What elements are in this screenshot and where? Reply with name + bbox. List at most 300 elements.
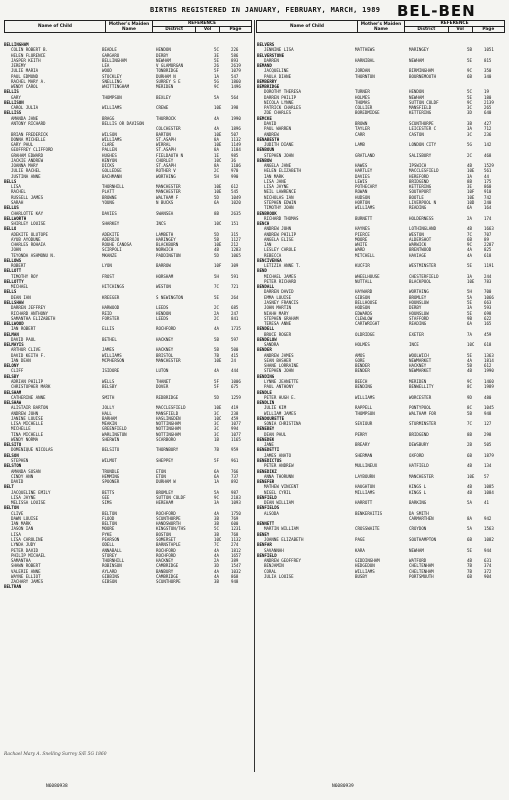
child-name: PETER ANDREW (264, 463, 294, 469)
district: THANET (156, 379, 171, 384)
mother-maiden-name: HOLMES (355, 94, 370, 100)
district: SOUTHPORT (409, 189, 432, 195)
mother-maiden-name: BETHEL (102, 336, 117, 342)
district: HOLDERNESS (409, 215, 434, 221)
page-number: 841 (231, 315, 239, 321)
district: SALISBURY (409, 152, 432, 158)
volume: 10E (214, 189, 222, 195)
volume: 10E (214, 184, 222, 190)
mother-maiden-name: THOMPSON (355, 410, 375, 416)
child-name: ANDREW GEOFFREY (264, 558, 301, 564)
district: WIRRAL (156, 142, 171, 148)
mother-maiden-name: ROUHE CANOSA (102, 242, 132, 248)
surname-label: BENDING (257, 373, 275, 379)
volume: 2C (214, 315, 219, 321)
volume: 1A (214, 479, 219, 485)
child-name: LYNNE JEANETTE (264, 379, 299, 384)
mother-maiden-name: HARWOOD (102, 305, 120, 311)
page-number: 768 (231, 531, 239, 537)
volume: 8B (467, 431, 472, 437)
child-name: LISA (11, 531, 21, 537)
district: DERBY (156, 52, 169, 58)
page-number: 1184 (231, 147, 241, 153)
page-number: 721 (231, 284, 239, 290)
vol-header: Vol (448, 27, 472, 33)
volume: 3B (214, 515, 219, 521)
page-number: 265 (484, 105, 492, 111)
mother-maiden-name: BREARY (355, 442, 370, 448)
volume: 10E (214, 105, 222, 111)
district: CROYDON (409, 526, 427, 532)
district: HACKNEY (156, 347, 174, 353)
child-name: ADRIAN PHILIP (11, 379, 44, 384)
mother-maiden-name: BELLHOUSE (355, 300, 378, 306)
mothers-maiden-name-header: Mother's Maiden Name (106, 21, 153, 33)
mother-maiden-name: FORSTER (102, 315, 120, 321)
district: BANBURY (156, 568, 174, 574)
page-number: 663 (484, 300, 492, 306)
mother-maiden-name: SCIRPOLI (102, 247, 122, 253)
volume: 4A (214, 115, 219, 121)
district: ROTHER V (156, 168, 176, 174)
child-name: TERESA ANNE (264, 321, 292, 327)
district: BRIDGEND (409, 178, 429, 184)
mother-maiden-name: MILLIAMS (355, 489, 375, 495)
surname-label: BELLOWS (4, 257, 22, 263)
page-number: 675 (231, 384, 239, 390)
page-number: 1896 (231, 126, 241, 132)
district-header: District (153, 27, 196, 33)
volume: 1E (214, 152, 219, 158)
child-name: MICHAEL (11, 284, 29, 290)
column-header-left (4, 20, 252, 33)
mother-maiden-name: HAYWARD (355, 289, 373, 295)
surname-label: BENDLE (257, 389, 272, 395)
child-name: STEPHEN JOHN (264, 368, 294, 374)
district: HOUNSLOW (409, 310, 429, 316)
district: BENWELLITY (409, 384, 434, 390)
mother-maiden-name: WARD (355, 247, 365, 253)
surname-label: BEND (257, 268, 267, 274)
child-name: REBECCA (264, 252, 282, 258)
page-number: 164 (484, 205, 492, 211)
district: ROCHFORD (156, 552, 176, 558)
page-number: 1079 (231, 68, 241, 74)
surname-label: BELVERSTONE (257, 52, 285, 58)
surname-label: BELLS (4, 289, 17, 295)
district: SCUNTHORPE (156, 515, 181, 521)
child-name: JUDITH DIANE (264, 142, 294, 148)
district: BOOTLE (409, 194, 424, 200)
page-number: 618 (484, 342, 492, 348)
district: LUTON (156, 368, 169, 374)
volume: 5B (467, 47, 472, 53)
page-number: 868 (231, 573, 239, 579)
district: THURROCK (156, 115, 176, 121)
page-header: Page (219, 27, 251, 33)
page-number: 1093 (231, 500, 241, 506)
district: HENDON (156, 47, 171, 53)
district: ROCHFORD (156, 547, 176, 553)
district: NEWHAM (409, 57, 424, 63)
surname-label: BENEDICTUS (257, 457, 282, 463)
district: SUTTON COLDF (156, 494, 186, 500)
mother-maiden-name: POTHECARY (355, 184, 378, 190)
film-reference-right: N6080939 (332, 784, 354, 789)
page-number: 994 (231, 426, 239, 432)
volume: 5F (214, 68, 219, 74)
page-number: 240 (484, 199, 492, 205)
child-name: LISA (11, 184, 21, 190)
mother-maiden-name: WARLINGTON (102, 431, 127, 437)
child-name: JULIA LOUISE (264, 573, 294, 579)
child-name: CORAL (264, 568, 277, 574)
volume: 10E (214, 357, 222, 363)
surname-label: BELVERS (257, 42, 275, 47)
child-name: LYNDA JUDY (11, 542, 36, 548)
district: WORTHING (156, 173, 176, 179)
district: BOURNEMOUTH (409, 73, 437, 79)
page-number: 57 (484, 473, 489, 479)
child-name: GRAHAM EDWARD (11, 152, 44, 158)
district: CAMBRIDGE (156, 563, 179, 569)
mother-maiden-name: JORDAN (355, 68, 370, 74)
child-name: ANDREW JOHN (264, 226, 292, 232)
child-name: JAMES ANATO (264, 452, 292, 458)
volume: 3B (214, 531, 219, 537)
district: SWANSEA (156, 210, 174, 216)
page-number: 631 (484, 558, 492, 564)
surname-label: BENEFER (257, 479, 275, 485)
child-name: SHIRLEY LOUISE (11, 221, 46, 227)
volume: 10E (467, 278, 475, 284)
district: DURHAM W (156, 479, 176, 485)
volume: 10C (214, 536, 222, 542)
volume: 7C (214, 284, 219, 290)
district: NEWHAM (409, 547, 424, 553)
volume: 2A (467, 215, 472, 221)
volume: 4B (467, 484, 472, 490)
volume: 5D (214, 194, 219, 200)
volume: 9D (467, 394, 472, 400)
page-number: 769 (231, 515, 239, 521)
district: PADDINGTON (156, 252, 181, 258)
child-name: NIAHH MARY (264, 310, 289, 316)
volume: 4A (214, 126, 219, 132)
volume: 5E (467, 57, 472, 63)
mother-maiden-name: FROST (102, 273, 115, 279)
page-number: 1283 (231, 247, 241, 253)
mother-maiden-name: JOLLY (102, 405, 115, 411)
district: DOVER (156, 384, 169, 390)
child-name: ALISTAIR BARTON (11, 405, 48, 411)
page-number: 374 (484, 563, 492, 569)
mother-maiden-name: BELTON (102, 510, 117, 516)
mother-maiden-name: MKANZE (102, 252, 117, 258)
page-number: 2139 (484, 99, 494, 105)
district: LAMBETH (156, 231, 174, 237)
page-number: 1082 (484, 536, 494, 542)
surname-label: BENNETT (257, 521, 275, 527)
page-number: 212 (231, 242, 239, 248)
page-number: 36 (231, 157, 236, 163)
district: MARINGEY (409, 47, 429, 53)
child-name: COLIN ROBERT B. (11, 47, 48, 53)
mother-maiden-name: GOLLEDGE (102, 168, 122, 174)
page-number: 700 (484, 289, 492, 295)
district: MANCHESTER (156, 189, 181, 195)
volume: 4A (214, 573, 219, 579)
mother-maiden-name: BURNETT (355, 215, 373, 221)
page-number: 961 (231, 457, 239, 463)
district: KETTERING (409, 184, 432, 190)
surname-label: BENEDETTI (257, 447, 280, 453)
page-number: 1812 (231, 547, 241, 553)
mother-maiden-name: WHEELHOUSE (355, 273, 380, 279)
district: MANSFIELD (409, 105, 432, 111)
district: LEICESTER C (409, 126, 437, 132)
district: BARTON (156, 131, 171, 137)
volume: 5B (467, 363, 472, 369)
surname-label: BELLUS (4, 205, 19, 211)
volume: 1A (214, 73, 219, 79)
page-number: 1990 (231, 115, 241, 121)
page-number: 564 (231, 94, 239, 100)
register-title: BIRTHS REGISTERED IN JANUARY, FEBRUARY, MARCH, 1989 (150, 6, 381, 14)
volume: 10E (214, 142, 222, 148)
child-name: ZACHARY JAMES (11, 579, 44, 585)
name-of-child-header: Name of Child (5, 21, 106, 33)
volume: 7C (467, 421, 472, 427)
mother-maiden-name: BROWNE (102, 194, 117, 200)
mother-maiden-name: ROWAN (355, 189, 368, 195)
surname-label: BELMAN (4, 331, 19, 337)
surname-label: BENDOURETTE (257, 415, 285, 421)
district: BEXLEY (156, 94, 171, 100)
district: EXETER (409, 331, 424, 337)
volume: 4A (467, 357, 472, 363)
page-number: 134 (484, 463, 492, 469)
volume: 4B (214, 247, 219, 253)
surname-label: BENFAR (257, 542, 272, 548)
volume: 9C (467, 99, 472, 105)
child-name: PAUL ANTHONY (264, 384, 294, 390)
volume: 9C (467, 68, 472, 74)
page-number: 1663 (484, 226, 494, 232)
district: READING (409, 205, 427, 211)
volume: 4B (467, 489, 472, 495)
district: BARROW (156, 263, 171, 269)
mother-maiden-name: GIDDINGHAM (355, 558, 380, 564)
child-name: ANDREW (264, 131, 279, 137)
district: PORTSMOUTH (409, 573, 434, 579)
volume: 7B (467, 568, 472, 574)
mother-maiden-name: GRATLAND (355, 152, 375, 158)
mother-maiden-name: WILLIAMS (355, 394, 375, 400)
mother-maiden-name: BETTS (102, 489, 115, 495)
child-name: CATHERINE ANNE (11, 394, 46, 400)
page-number: 398 (231, 105, 239, 111)
volume: 3B (214, 521, 219, 527)
page-number: 236 (484, 131, 492, 137)
surname-label: BENEY (257, 531, 270, 537)
volume: 6B (467, 236, 472, 242)
page-number: 468 (484, 152, 492, 158)
volume: 2C (467, 152, 472, 158)
district: MANCHESTER (156, 184, 181, 190)
district: NEWMARKET (409, 357, 432, 363)
district: MANSFIELD (156, 410, 179, 416)
mother-maiden-name: GORE (355, 357, 365, 363)
district: MACCLESFIELD (156, 405, 186, 411)
page-number: 2619 (231, 63, 241, 69)
mother-maiden-name: CLEWLOW (355, 315, 373, 321)
page-number: 600 (231, 521, 239, 527)
volume: 9C (214, 494, 219, 500)
page-number: 1547 (231, 563, 241, 569)
volume: 3C (214, 421, 219, 427)
column-divider (254, 20, 255, 772)
page-number: 742 (484, 194, 492, 200)
child-name: ANGELA JANE (264, 163, 292, 169)
page-number: 500 (231, 347, 239, 353)
volume: 5G (467, 142, 472, 148)
page-number: 238 (231, 410, 239, 416)
district: NOTTINGHAM (156, 426, 181, 432)
surname-label: BELSTON (4, 463, 22, 469)
child-name: LISA CAROLINE (11, 536, 44, 542)
child-name: RACHEL (11, 189, 26, 195)
volume: 2A (214, 310, 219, 316)
child-name: WENDY NORMA (11, 436, 39, 442)
surname-label: BELLINGHAM (4, 42, 29, 47)
mother-maiden-name: MATTHEWS (355, 47, 375, 53)
mother-maiden-name: WELLS (102, 379, 115, 384)
district: SCUNTHORPE (156, 579, 181, 585)
mother-maiden-name: LAMB (355, 142, 365, 148)
volume: 8B (214, 210, 219, 216)
page-number: 985 (231, 152, 239, 158)
mother-maiden-name: REID (102, 310, 112, 316)
volume: 2A (214, 558, 219, 564)
page-number: 24 (231, 357, 236, 363)
child-name: RACHEL MARY A. (11, 78, 46, 84)
surname-label: BELMAYIS (4, 342, 24, 348)
child-name: SHAWN ROBERT (11, 563, 41, 569)
volume: 5E (467, 547, 472, 553)
child-name: JOHN MARTIN (264, 305, 292, 311)
district: KINGS L (409, 484, 427, 490)
mother-maiden-name: GIBSON (102, 579, 117, 585)
page-number: 142 (484, 142, 492, 148)
district: SHEPPEY (156, 457, 174, 463)
volume: 8C (467, 405, 472, 411)
district: BRISTOL (156, 352, 174, 358)
district: LOTHINGLAND (409, 226, 437, 232)
volume: 5E (467, 352, 472, 358)
volume: 5H (214, 273, 219, 279)
surname-label: BELLWORTH (4, 215, 27, 221)
surname-label: BELLISON (4, 99, 24, 105)
mother-maiden-name: THORNHILL (102, 558, 125, 564)
child-name: NICHOLAS IAN (264, 194, 294, 200)
birth-entry-row (257, 574, 505, 579)
mother-maiden-name: WHITTINGHAM (102, 84, 130, 90)
volume: 10E (214, 131, 222, 137)
volume: 5E (467, 263, 472, 269)
child-name: NEIL LAWRENCE (264, 189, 297, 195)
page-header: Page (472, 27, 504, 33)
page-number: 427 (484, 120, 492, 126)
surname-label: BELSON (4, 452, 19, 458)
page-number: 948 (231, 579, 239, 585)
page-number: 1006 (231, 379, 241, 384)
child-name: STEPHEN EDWIN (264, 199, 297, 205)
page-number: 707 (484, 231, 492, 237)
vol-header: Vol (196, 27, 220, 33)
district: HARINGEY (156, 236, 176, 242)
district: BOSTON (156, 531, 171, 537)
volume: 8A (214, 163, 219, 169)
page-number: 1085 (484, 484, 494, 490)
page-number: 737 (231, 473, 239, 479)
volume: 10E (214, 242, 222, 248)
mother-maiden-name: PIERCE (355, 231, 370, 237)
district: HOUNSLOW (409, 300, 429, 306)
volume: 10C (214, 415, 222, 421)
page-number: 1460 (484, 379, 494, 384)
mother-maiden-name: PEARSON (102, 536, 120, 542)
child-name: CINDY ANN (11, 473, 34, 479)
child-name: MICHELLE (11, 426, 31, 432)
child-name: CHRISTOPHER MARK (11, 384, 51, 390)
district: DERBY (409, 305, 422, 311)
mother-maiden-name: EDWARDS (355, 310, 373, 316)
volume: 4B (467, 226, 472, 232)
child-name: JASNEY FRANCIS (264, 300, 299, 306)
mother-maiden-name: FLOOD (102, 515, 115, 521)
district: READING (409, 321, 427, 327)
child-name: ADEKITE OLUTOPE (11, 231, 48, 237)
child-name: CLIFF (11, 368, 24, 374)
surname-label: BELLSHAW (4, 300, 24, 306)
mother-maiden-name: BELTON (102, 521, 117, 527)
mother-maiden-name: TURNER (355, 89, 370, 95)
mother-maiden-name: ISIDORE (102, 368, 120, 374)
mother-maiden-name: SHARKEY (102, 221, 120, 227)
child-name: MARTIN WILLIAM (264, 526, 299, 532)
mother-maiden-name: SHERWIN (102, 436, 120, 442)
volume: 5C (214, 526, 219, 532)
mother-maiden-name: LEWIS (355, 178, 368, 184)
page-number: 893 (231, 57, 239, 63)
volume: 10D (467, 199, 475, 205)
volume: 9C (467, 242, 472, 248)
page-number: 990 (231, 173, 239, 179)
surname-label: BELSITO (4, 442, 22, 448)
child-name: WAYNE ELLIOT (11, 573, 41, 579)
child-name: JOANNE ELIZABETH (264, 536, 304, 542)
district: MACCLESFIELD (409, 168, 439, 174)
volume: 5E (467, 310, 472, 316)
district: HASLINGDEN (156, 415, 181, 421)
right-entries-column (257, 42, 505, 579)
volume: 5F (214, 384, 219, 390)
mother-maiden-name: STOCKLEY (102, 73, 122, 79)
mother-maiden-name: BENDER (355, 368, 370, 374)
mother-maiden-name: HEDGEDON (355, 563, 375, 569)
volume: 3A (467, 126, 472, 132)
